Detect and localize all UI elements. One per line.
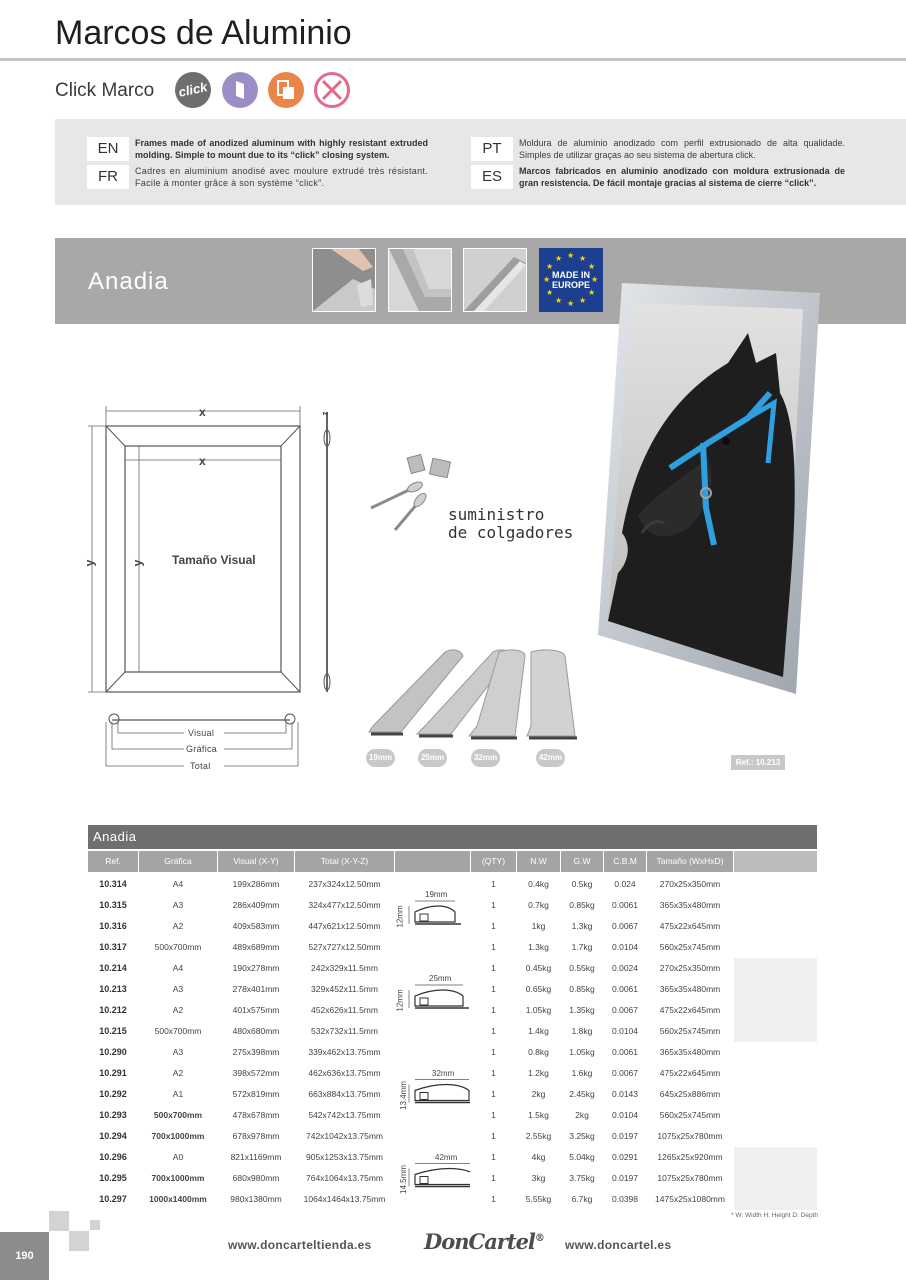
product-photo-horse	[598, 283, 820, 694]
table-cell: 1	[471, 1000, 516, 1021]
table-cell: 0.4kg	[517, 874, 560, 895]
table-cell: 1.3kg	[517, 937, 560, 958]
table-cell: 0.55kg	[561, 958, 603, 979]
no-tools-glyph	[317, 75, 347, 105]
table-cell: 1	[471, 937, 516, 958]
table-title: Anadia	[88, 825, 817, 849]
table-header-cell: Visual (X-Y)	[218, 851, 294, 872]
section-label-visual: Visual	[188, 728, 215, 738]
table-ref-cell: 10.212	[88, 1000, 138, 1021]
table-cell: 475x22x645mm	[647, 1000, 733, 1021]
table-cell: A2	[139, 916, 217, 937]
product-name: Anadia	[88, 268, 169, 295]
dimension-footnote: * W: Width H: Height D: Depth	[731, 1212, 818, 1219]
table-cell: 199x286mm	[218, 874, 294, 895]
table-cell: 560x25x745mm	[647, 937, 733, 958]
lang-text-pt: Moldura de alumínio anodizado com perfil extrusionado de alta qualidade. Simples de utilizar graças ao seu sistema de abertura click.	[519, 138, 845, 160]
table-cell: 365x35x480mm	[647, 1042, 733, 1063]
hangers-note-line1: suministro	[448, 505, 545, 524]
table-cell: 1.4kg	[517, 1021, 560, 1042]
table-cell: 489x689mm	[218, 937, 294, 958]
table-cell: 663x884x13.75mm	[295, 1084, 394, 1105]
table-cell: 0.0197	[604, 1168, 646, 1189]
table-cell: 542x742x13.75mm	[295, 1105, 394, 1126]
single-sided-icon	[222, 72, 258, 108]
frame-corner-photo	[388, 248, 452, 312]
table-cell: 447x621x12.50mm	[295, 916, 394, 937]
made-in-line1: MADE IN	[552, 270, 590, 280]
table-cell: 0.0061	[604, 895, 646, 916]
table-ref-cell: 10.294	[88, 1126, 138, 1147]
table-cell: 462x636x13.75mm	[295, 1063, 394, 1084]
table-cell: 1	[471, 958, 516, 979]
table-cell: 1	[471, 1168, 516, 1189]
table-side-block	[734, 1147, 817, 1210]
table-cell: 0.85kg	[561, 979, 603, 1000]
footer-url-shop[interactable]: www.doncarteltienda.es	[228, 1238, 372, 1252]
frame-opening-image	[313, 249, 375, 311]
width-total-label: x	[199, 405, 206, 419]
table-cell: 270x25x350mm	[647, 874, 733, 895]
table-cell: 1.8kg	[561, 1021, 603, 1042]
table-cell: A3	[139, 895, 217, 916]
table-cell: 0.5kg	[561, 874, 603, 895]
lang-text-fr: Cadres en aluminium anodisé avec moulure extrudé très résistant. Facile à monter grâce à son système “click”.	[135, 166, 428, 188]
table-cell: 3.75kg	[561, 1168, 603, 1189]
table-cell: 3.25kg	[561, 1126, 603, 1147]
photo-ref-tag: Ref.: 10.213	[731, 755, 785, 770]
table-cell: 275x398mm	[218, 1042, 294, 1063]
table-cell: A2	[139, 1063, 217, 1084]
table-cell: 0.0143	[604, 1084, 646, 1105]
table-ref-cell: 10.295	[88, 1168, 138, 1189]
page-title: Marcos de Aluminio	[55, 14, 352, 52]
lang-code-pt: PT	[471, 137, 513, 161]
product-line-subtitle: Click Marco	[55, 80, 155, 101]
frame-opening-photo	[312, 248, 376, 312]
profile-badge-42mm: 42mm	[536, 749, 565, 767]
table-cell: 2.55kg	[517, 1126, 560, 1147]
table-cell: 0.0061	[604, 1042, 646, 1063]
footer-url-site[interactable]: www.doncartel.es	[565, 1238, 672, 1252]
table-header-cell	[395, 851, 470, 872]
table-cell: A4	[139, 874, 217, 895]
table-cell: 678x978mm	[218, 1126, 294, 1147]
click-badge-label: click	[177, 79, 209, 100]
lang-text-es: Marcos fabricados en aluminio anodizado con moldura extrusionada de gran resistencia. De fácil montaje gracias al sistema de cierre “click”.	[519, 166, 845, 188]
click-badge-icon	[172, 69, 215, 112]
table-cell: 764x1064x13.75mm	[295, 1168, 394, 1189]
table-cell: 0.0104	[604, 1105, 646, 1126]
table-cell: 1	[471, 916, 516, 937]
page-number: 190	[0, 1232, 49, 1280]
table-cell: 1	[471, 1021, 516, 1042]
footer-deco-square	[90, 1220, 100, 1230]
table-cell: 1	[471, 1042, 516, 1063]
table-cell: 5.55kg	[517, 1189, 560, 1210]
table-cell: A1	[139, 1084, 217, 1105]
table-cell: 500x700mm	[139, 1105, 217, 1126]
table-header-cell: N.W	[517, 851, 560, 872]
table-cell: 560x25x745mm	[647, 1021, 733, 1042]
table-cell: 1	[471, 1063, 516, 1084]
table-cell: 0.024	[604, 874, 646, 895]
table-cell: 0.65kg	[517, 979, 560, 1000]
profile-width-label: 42mm	[435, 1152, 458, 1162]
table-cell: 0.45kg	[517, 958, 560, 979]
brand-logo	[424, 1229, 544, 1254]
table-cell: 1.2kg	[517, 1063, 560, 1084]
table-cell: 560x25x745mm	[647, 1105, 733, 1126]
height-visual-label: y	[130, 559, 145, 567]
table-header-cell: C.B.M	[604, 851, 646, 872]
table-cell: 1	[471, 979, 516, 1000]
table-cell: 980x1380mm	[218, 1189, 294, 1210]
table-cell: 1265x25x920mm	[647, 1147, 733, 1168]
lang-code-fr: FR	[87, 165, 129, 189]
table-header-cell: Tamaño (WxHxD)	[647, 851, 733, 872]
table-side-block	[734, 958, 817, 1042]
table-cell: 190x278mm	[218, 958, 294, 979]
depth-label: z	[320, 411, 330, 416]
footer-deco-square	[49, 1211, 69, 1231]
table-cell: 286x409mm	[218, 895, 294, 916]
table-cell: 0.0024	[604, 958, 646, 979]
single-sided-glyph	[222, 72, 258, 108]
table-cell: 2kg	[561, 1105, 603, 1126]
table-ref-cell: 10.317	[88, 937, 138, 958]
table-cell: 700x1000mm	[139, 1168, 217, 1189]
table-ref-cell: 10.315	[88, 895, 138, 916]
profile-width-label: 19mm	[425, 890, 448, 899]
section-label-total: Total	[190, 761, 211, 771]
table-cell: A3	[139, 979, 217, 1000]
table-header-cell: Ref.	[88, 851, 138, 872]
orange-poster-icon	[268, 72, 304, 108]
profile-section-cell	[395, 874, 470, 958]
table-cell: 742x1042x13.75mm	[295, 1126, 394, 1147]
profile-section-cell	[395, 958, 470, 1042]
profile-section-cell	[395, 1147, 470, 1210]
table-cell: 527x727x12.50mm	[295, 937, 394, 958]
table-cell: 0.0291	[604, 1147, 646, 1168]
table-header-cell: Gráfica	[139, 851, 217, 872]
table-cell: 1	[471, 1084, 516, 1105]
table-cell: 1.05kg	[517, 1000, 560, 1021]
lang-text-en: Frames made of anodized aluminum with highly resistant extruded molding. Simple to mount due to its “click” closing system.	[135, 138, 428, 160]
table-ref-cell: 10.290	[88, 1042, 138, 1063]
table-header-cell: Total (X-Y-Z)	[295, 851, 394, 872]
table-cell: 2.45kg	[561, 1084, 603, 1105]
table-cell: 1064x1464x13.75mm	[295, 1189, 394, 1210]
table-cell: 0.0104	[604, 1021, 646, 1042]
title-rule	[0, 58, 906, 61]
hangers-note	[448, 506, 573, 542]
table-header-spacer	[734, 851, 817, 872]
table-cell: 0.7kg	[517, 895, 560, 916]
table-ref-cell: 10.215	[88, 1021, 138, 1042]
table-side-block	[734, 1042, 817, 1147]
made-in-line2: EUROPE	[551, 280, 590, 290]
table-cell: 452x626x11.5mm	[295, 1000, 394, 1021]
profile-height-label: 13.4mm	[398, 1080, 408, 1110]
table-cell: 329x452x11.5mm	[295, 979, 394, 1000]
table-ref-cell: 10.296	[88, 1147, 138, 1168]
table-cell: 1.7kg	[561, 937, 603, 958]
table-side-block	[734, 874, 817, 958]
table-cell: 1	[471, 1189, 516, 1210]
table-cell: 6.7kg	[561, 1189, 603, 1210]
table-cell: 0.0104	[604, 937, 646, 958]
height-total-label: y	[82, 559, 97, 567]
table-cell: 1.3kg	[561, 916, 603, 937]
table-cell: 0.0067	[604, 916, 646, 937]
hangers-note-line2: de colgadores	[448, 523, 574, 542]
table-cell: 0.0067	[604, 1063, 646, 1084]
table-cell: 532x732x11.5mm	[295, 1021, 394, 1042]
table-cell: 1	[471, 895, 516, 916]
table-cell: 270x25x350mm	[647, 958, 733, 979]
table-cell: 500x700mm	[139, 937, 217, 958]
frame-profile-image	[464, 249, 526, 311]
profile-height-label: 12mm	[395, 905, 405, 928]
profile-section-cell	[395, 1042, 470, 1147]
table-cell: 0.0061	[604, 979, 646, 1000]
table-cell: 1000x1400mm	[139, 1189, 217, 1210]
table-ref-cell: 10.292	[88, 1084, 138, 1105]
made-in-europe-text	[539, 270, 603, 290]
footer-deco-square	[69, 1231, 89, 1251]
table-cell: 0.8kg	[517, 1042, 560, 1063]
table-header-cell: G.W	[561, 851, 603, 872]
table-cell: 1	[471, 874, 516, 895]
table-ref-cell: 10.293	[88, 1105, 138, 1126]
table-cell: A3	[139, 1042, 217, 1063]
table-cell: 0.0067	[604, 1000, 646, 1021]
table-cell: A2	[139, 1000, 217, 1021]
table-cell: 645x25x886mm	[647, 1084, 733, 1105]
table-cell: 572x819mm	[218, 1084, 294, 1105]
table-cell: 4kg	[517, 1147, 560, 1168]
brand-registered-mark: ®	[534, 1233, 544, 1244]
table-cell: 0.85kg	[561, 895, 603, 916]
profile-width-label: 32mm	[432, 1068, 455, 1078]
table-cell: 339x462x13.75mm	[295, 1042, 394, 1063]
table-cell: 1.05kg	[561, 1042, 603, 1063]
table-cell: 365x35x480mm	[647, 979, 733, 1000]
table-cell: 1.35kg	[561, 1000, 603, 1021]
table-cell: 278x401mm	[218, 979, 294, 1000]
profile-section-drawing	[395, 874, 470, 958]
table-cell: 242x329x11.5mm	[295, 958, 394, 979]
table-cell: 409x583mm	[218, 916, 294, 937]
language-descriptions	[55, 119, 906, 205]
table-cell: 5.04kg	[561, 1147, 603, 1168]
no-tools-icon	[314, 72, 350, 108]
lang-code-en: EN	[87, 137, 129, 161]
table-cell: 821x1169mm	[218, 1147, 294, 1168]
table-cell: 1075x25x780mm	[647, 1168, 733, 1189]
profile-width-label: 25mm	[429, 974, 452, 983]
table-cell: 480x680mm	[218, 1021, 294, 1042]
table-cell: 0.0197	[604, 1126, 646, 1147]
table-ref-cell: 10.291	[88, 1063, 138, 1084]
profile-samples	[365, 648, 590, 743]
table-cell: 500x700mm	[139, 1021, 217, 1042]
frame-corner-image	[389, 249, 451, 311]
made-in-europe-badge: ★ ★ ★ ★ ★ ★ ★ ★ ★ ★ ★ ★ MADE IN EUROPE	[539, 248, 603, 312]
table-header-cell: (QTY)	[471, 851, 516, 872]
table-ref-cell: 10.297	[88, 1189, 138, 1210]
table-ref-cell: 10.214	[88, 958, 138, 979]
table-cell: 237x324x12.50mm	[295, 874, 394, 895]
table-cell: 398x572mm	[218, 1063, 294, 1084]
lang-code-es: ES	[471, 165, 513, 189]
table-cell: 365x35x480mm	[647, 895, 733, 916]
profile-badge-25mm: 25mm	[418, 749, 447, 767]
table-ref-cell: 10.316	[88, 916, 138, 937]
table-cell: 1	[471, 1126, 516, 1147]
table-cell: 2kg	[517, 1084, 560, 1105]
profile-badge-32mm: 32mm	[471, 749, 500, 767]
table-cell: 0.0398	[604, 1189, 646, 1210]
table-cell: 1475x25x1080mm	[647, 1189, 733, 1210]
table-cell: 1.6kg	[561, 1063, 603, 1084]
profile-height-label: 14.5mm	[398, 1164, 408, 1194]
table-cell: 700x1000mm	[139, 1126, 217, 1147]
profile-section-drawing	[395, 958, 470, 1042]
table-cell: 1kg	[517, 916, 560, 937]
table-cell: 478x678mm	[218, 1105, 294, 1126]
table-cell: A0	[139, 1147, 217, 1168]
profile-height-label: 12mm	[395, 989, 405, 1012]
poster-glyph	[268, 72, 304, 108]
frame-profile-photo	[463, 248, 527, 312]
table-ref-cell: 10.213	[88, 979, 138, 1000]
table-cell: 905x1253x13.75mm	[295, 1147, 394, 1168]
brand-logo-text: DonCartel	[424, 1229, 535, 1254]
table-cell: 475x22x645mm	[647, 916, 733, 937]
table-cell: 680x980mm	[218, 1168, 294, 1189]
table-cell: 1075x25x780mm	[647, 1126, 733, 1147]
width-visual-label: x	[199, 454, 206, 468]
profile-badge-19mm: 19mm	[366, 749, 395, 767]
table-ref-cell: 10.314	[88, 874, 138, 895]
table-cell: 401x575mm	[218, 1000, 294, 1021]
table-cell: 475x22x645mm	[647, 1063, 733, 1084]
table-cell: A4	[139, 958, 217, 979]
table-cell: 324x477x12.50mm	[295, 895, 394, 916]
table-cell: 1	[471, 1147, 516, 1168]
table-cell: 1.5kg	[517, 1105, 560, 1126]
table-cell: 1	[471, 1105, 516, 1126]
visual-area-label: Tamaño Visual	[172, 553, 256, 567]
section-label-grafica: Gráfica	[186, 744, 218, 754]
table-cell: 3kg	[517, 1168, 560, 1189]
